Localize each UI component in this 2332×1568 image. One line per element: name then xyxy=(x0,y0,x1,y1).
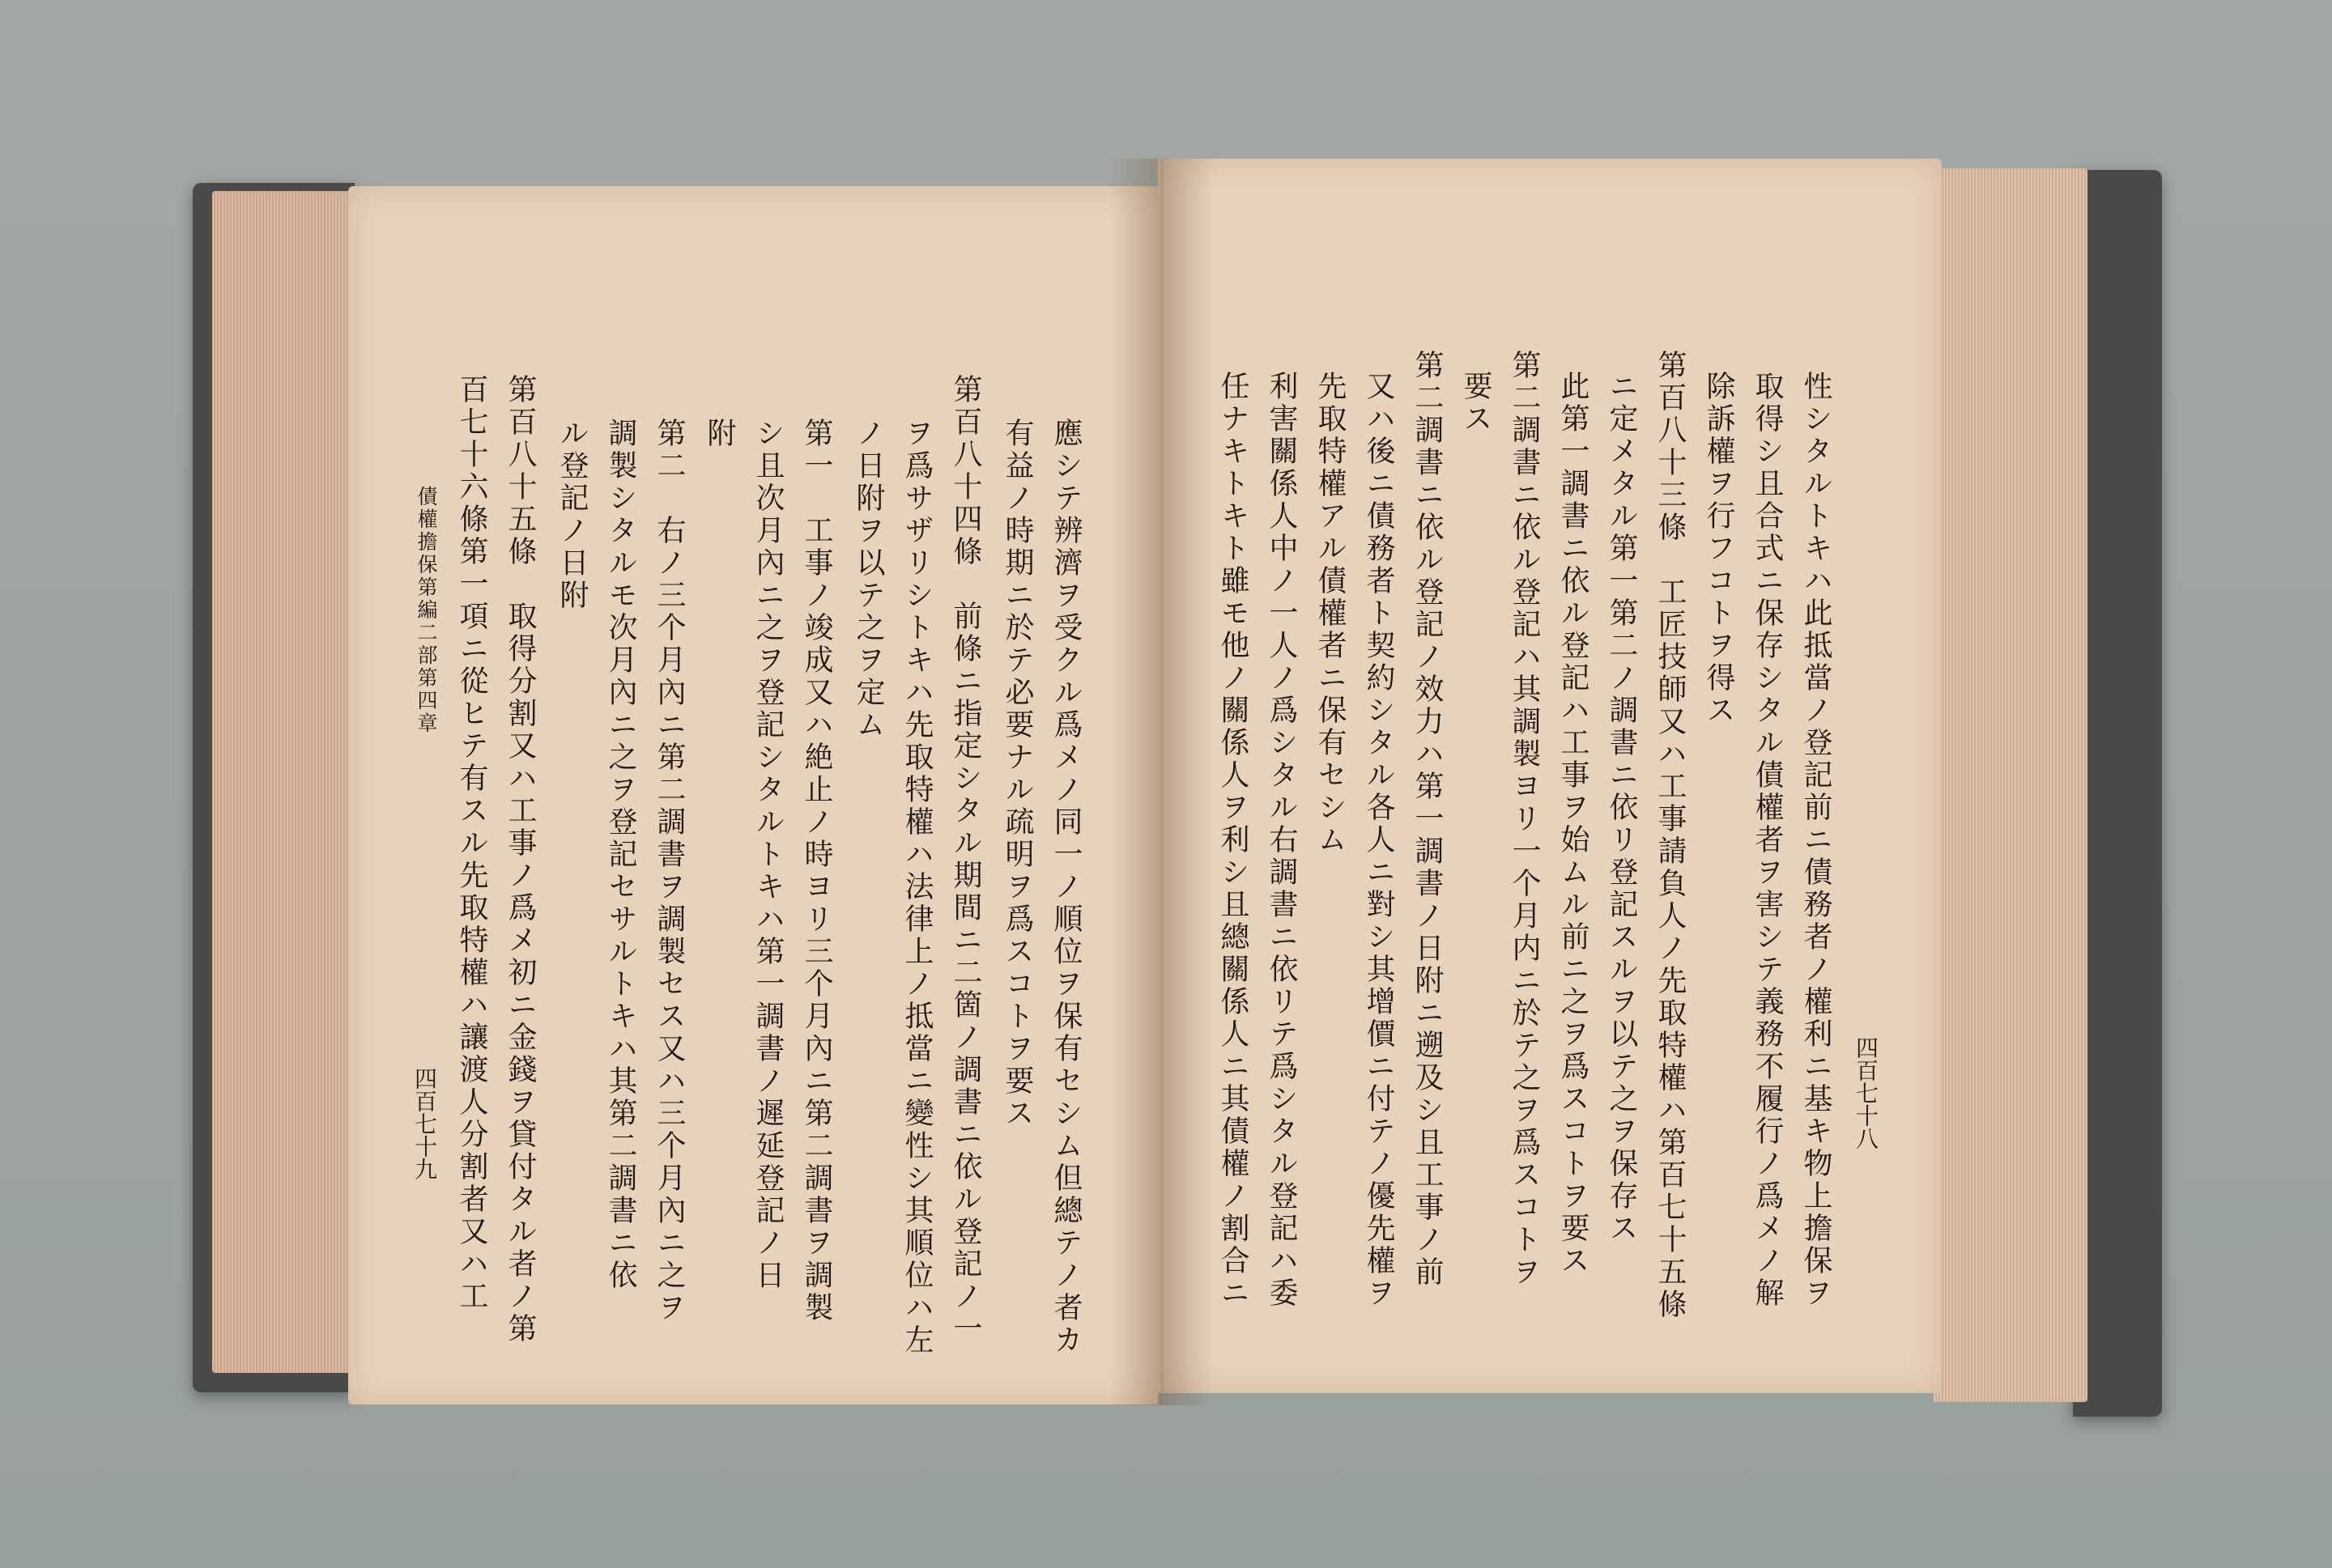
right-page xyxy=(1158,159,1942,1393)
text-line: 第一 工事ノ竣成又ハ絶止ノ時ヨリ三个月內ニ第二調書ヲ調製 xyxy=(800,418,833,1324)
page-edges-left xyxy=(212,191,350,1373)
text-line: 除訴權ヲ行フコトヲ得ス xyxy=(1702,371,1735,727)
text-line: 取得シ且合式ニ保存シタル債權者ヲ害シテ義務不履行ノ爲メノ解 xyxy=(1751,371,1784,1310)
text-line: ヲ爲サザリシトキハ先取特權ハ法律上ノ抵當ニ變性シ其順位ハ左 xyxy=(900,418,934,1357)
article-line: 第百八十三條 工匠技師又ハ工事請負人ノ先取特權ハ第百七十五條 xyxy=(1653,350,1687,1321)
book-gutter xyxy=(1109,159,1215,1405)
text-line: 此第一調書ニ依ル登記ハ工事ヲ始ムル前ニ之ヲ爲スコトヲ要ス xyxy=(1556,371,1589,1277)
text-line: 任ナキトキト雖モ他ノ關係人ヲ利シ且總關係人ニ其債權ノ割合ニ xyxy=(1216,371,1249,1310)
text-line: ニ定メタル第一第二ノ調書ニ依リ登記スルヲ以テ之ヲ保存ス xyxy=(1605,371,1638,1245)
text-line: 百七十六條第一項ニ從ヒテ有スル先取特權ハ讓渡人分割者又ハ工 xyxy=(455,374,488,1313)
page-number: 四百七十八 xyxy=(1853,1036,1879,1149)
text-line: 附 xyxy=(703,418,736,450)
text-line: シ且次月內ニ之ヲ登記シタルトキハ第一調書ノ遲延登記ノ日 xyxy=(751,418,785,1292)
text-line: 第二調書ニ依ル登記ノ效力ハ第一調書ノ日附ニ遡及シ且工事ノ前 xyxy=(1411,350,1444,1289)
text-line: 要ス xyxy=(1459,371,1492,436)
text-line: 第二調書ニ依ル登記ハ其調製ヨリ一个月内ニ於テ之ヲ爲スコトヲ xyxy=(1508,350,1541,1289)
page-number: 四百七十九 xyxy=(411,1067,438,1180)
text-line: ル登記ノ日附 xyxy=(555,418,589,612)
text-line: 利害關係人中ノ一人ノ爲シタル右調書ニ依リテ爲シタル登記ハ委 xyxy=(1265,371,1298,1310)
text-line: 有益ノ時期ニ於テ必要ナル疏明ヲ爲スコトヲ要ス xyxy=(1001,418,1034,1130)
text-line: 應シテ辨濟ヲ受クル爲メノ同一ノ順位ヲ保有セシム但總テノ者カ xyxy=(1049,418,1083,1357)
running-header: 債權擔保第編二部第四章 xyxy=(415,486,438,735)
text-line: ノ日附ヲ以テ之ヲ定ム xyxy=(852,418,885,742)
article-line: 第百八十四條 前條ニ指定シタル期間ニ二箇ノ調書ニ依ル登記ノ一 xyxy=(949,374,982,1345)
article-line: 第百八十五條 取得分割又ハ工事ノ爲メ初ニ金錢ヲ貸付タル者ノ第 xyxy=(504,374,537,1345)
text-line: 性シタルトキハ此抵當ノ登記前ニ債務者ノ權利ニ基キ物上擔保ヲ xyxy=(1799,371,1832,1310)
text-line: 先取特權アル債權者ニ保有セシム xyxy=(1313,371,1347,856)
text-line: 第二 右ノ三个月內ニ第二調書ヲ調製セス又ハ三个月內ニ之ヲ xyxy=(653,418,686,1324)
page-edges-right xyxy=(1934,168,2087,1402)
text-line: 又ハ後ニ債務者ト契約シタル各人ニ對シ其增價ニ付テノ優先權ヲ xyxy=(1362,371,1395,1310)
text-line: 調製シタルモ次月內ニ之ヲ登記セサルトキハ其第二調書ニ依 xyxy=(604,418,637,1292)
